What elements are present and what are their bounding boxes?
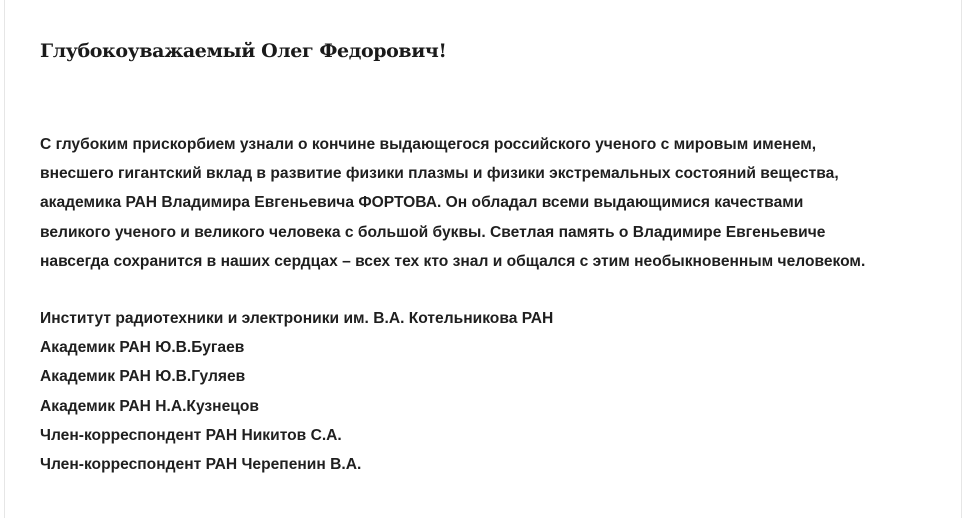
paragraph-line: великого ученого и великого человека с большой буквы. Светлая память о Владимире Евгеньевиче	[40, 223, 826, 241]
letter-page	[4, 0, 962, 518]
signatories-list	[40, 304, 553, 479]
paragraph-line: навсегда сохранится в наших сердцах – всех тех кто знал и общался с этим необыкновенным человеком.	[40, 252, 866, 270]
signatory-kuznetsov: Академик РАН Н.А.Кузнецов	[40, 397, 259, 415]
salutation-heading: Глубокоуважаемый Олег Федорович!	[40, 40, 447, 62]
paragraph-line: академика РАН Владимира Евгеньевича ФОРТОВА. Он обладал всеми выдающимися качествами	[40, 194, 804, 212]
signatory-bugaev: Академик РАН Ю.В.Бугаев	[40, 339, 245, 357]
paragraph-line: внесшего гигантский вклад в развитие физики плазмы и физики экстремальных состояний вещества,	[40, 165, 839, 183]
signatory-institute: Институт радиотехники и электроники им. В.А. Котельникова РАН	[40, 310, 554, 327]
signatory-gulyaev: Академик РАН Ю.В.Гуляев	[40, 368, 246, 386]
condolence-paragraph	[40, 130, 960, 276]
signatory-nikitov: Член-корреспондент РАН Никитов С.А.	[40, 426, 342, 444]
paragraph-line: С глубоким прискорбием узнали о кончине выдающегося российского ученого с мировым именем,	[40, 136, 817, 153]
signatory-cherepenin: Член-корреспондент РАН Черепенин В.А.	[40, 456, 362, 474]
